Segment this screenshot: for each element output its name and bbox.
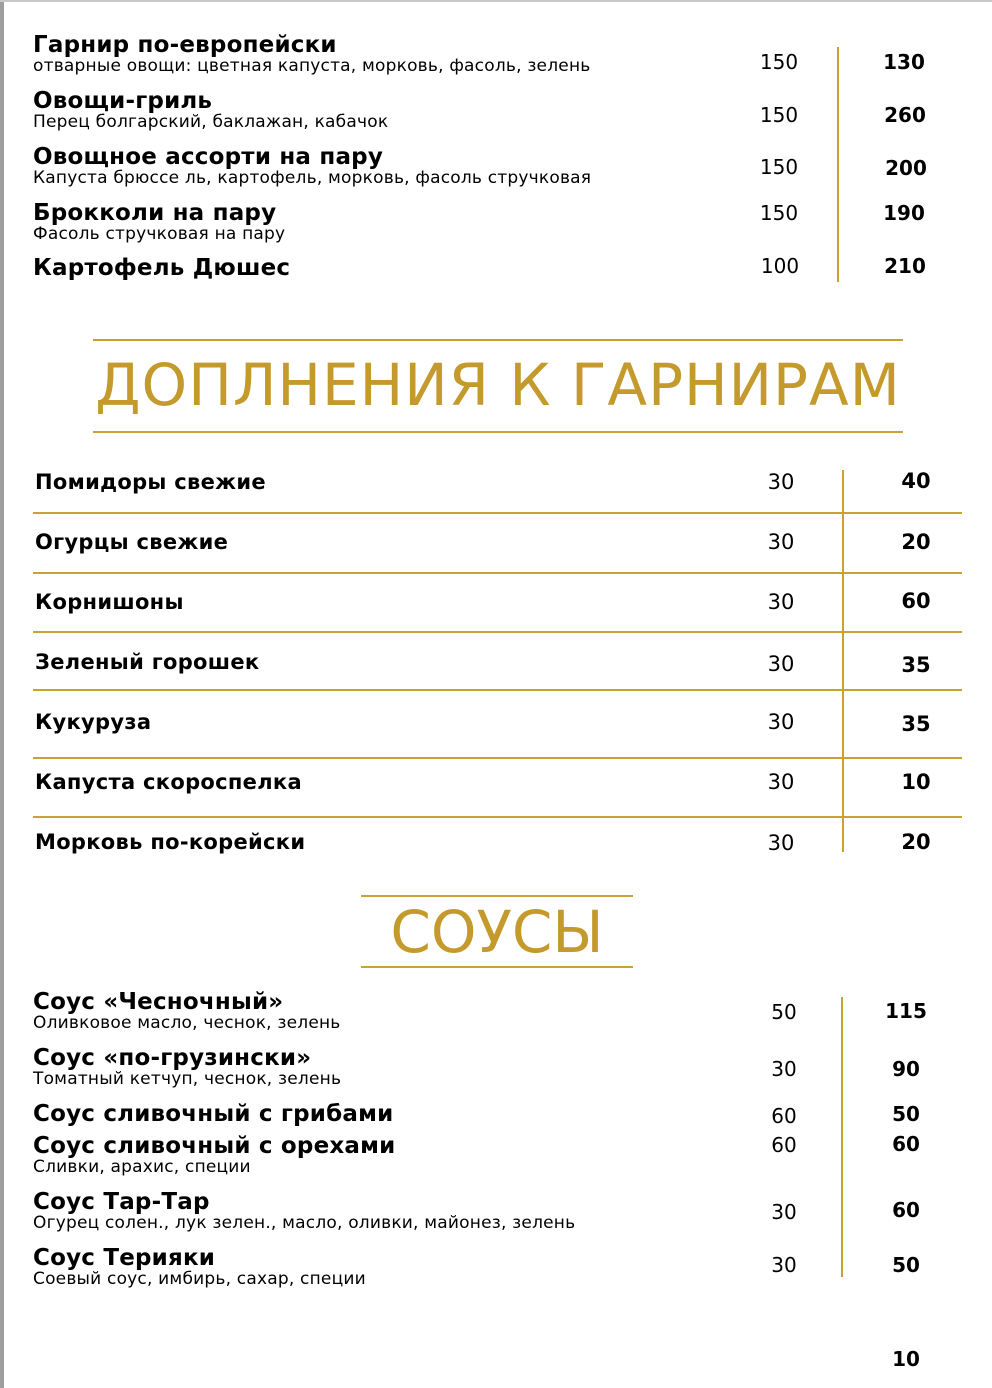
item-weight: 150 — [759, 155, 799, 179]
page-left-border — [0, 0, 4, 1388]
item-name: Брокколи на пару — [33, 200, 277, 226]
item-price: 90 — [892, 1057, 920, 1081]
addition-name: Зеленый горошек — [35, 650, 260, 674]
menu-item — [33, 1132, 395, 1177]
item-name: Соус Тар-Тар — [33, 1189, 210, 1215]
row-divider — [33, 816, 962, 818]
menu-item — [33, 199, 285, 244]
item-name: Соус сливочный с орехами — [33, 1133, 396, 1159]
addition-name: Капуста скороспелка — [35, 770, 302, 794]
addition-name: Корнишоны — [35, 590, 184, 614]
addition-price: 40 — [901, 469, 931, 493]
menu-item — [33, 254, 290, 282]
item-name: Соус «Чесночный» — [33, 989, 284, 1015]
item-price: 210 — [884, 254, 926, 278]
item-weight: 60 — [771, 1104, 797, 1128]
item-description: Сливки, арахис, специи — [33, 1157, 251, 1177]
item-description: Фасоль стручковая на пару — [33, 224, 286, 244]
item-weight: 30 — [771, 1253, 797, 1277]
addition-price: 60 — [901, 589, 931, 613]
addition-weight: 30 — [767, 590, 795, 614]
row-divider — [33, 757, 962, 759]
addition-name: Помидоры свежие — [35, 470, 266, 494]
item-description: отварные овощи: цветная капуста, морковь, фасоль, зелень — [33, 56, 591, 76]
heading-rule-top — [361, 895, 633, 897]
addition-weight: 30 — [767, 831, 795, 855]
addition-weight: 30 — [767, 530, 795, 554]
item-price: 60 — [892, 1198, 920, 1222]
item-description: Огурец солен., лук зелен., масло, оливки, майонез, зелень — [33, 1213, 576, 1233]
addition-price: 35 — [901, 712, 931, 736]
item-weight: 30 — [771, 1200, 797, 1224]
heading-rule-bottom — [93, 431, 903, 433]
item-price: 190 — [883, 201, 925, 225]
menu-item — [33, 87, 388, 132]
item-name: Гарнир по-европейски — [33, 32, 337, 58]
item-weight: 150 — [759, 201, 799, 225]
addition-weight: 30 — [767, 770, 795, 794]
heading-rule-bottom — [361, 966, 633, 968]
item-weight: 30 — [771, 1057, 797, 1081]
row-divider — [33, 512, 962, 514]
addition-name: Морковь по-корейски — [35, 830, 306, 854]
item-weight: 150 — [759, 103, 799, 127]
menu-item — [33, 988, 341, 1033]
footer-price: 10 — [892, 1347, 920, 1371]
row-divider — [33, 631, 962, 633]
item-price: 200 — [885, 156, 927, 180]
menu-item — [33, 1244, 366, 1289]
item-price: 60 — [892, 1132, 920, 1156]
item-price: 115 — [885, 999, 927, 1023]
item-weight: 150 — [759, 50, 799, 74]
item-description: Капуста брюссе ль, картофель, морковь, фасоль стручковая — [33, 168, 592, 188]
heading-rule-top — [93, 339, 903, 341]
menu-item — [33, 1044, 341, 1089]
item-weight: 60 — [771, 1133, 797, 1157]
addition-name: Огурцы свежие — [35, 530, 229, 554]
item-description: Оливковое масло, чеснок, зелень — [33, 1013, 341, 1033]
item-description: Томатный кетчуп, чеснок, зелень — [33, 1069, 342, 1089]
addition-price: 35 — [901, 653, 931, 677]
item-name: Соус Терияки — [33, 1245, 216, 1271]
item-price: 50 — [892, 1253, 920, 1277]
menu-item — [33, 1188, 575, 1233]
column-divider — [841, 997, 843, 1277]
addition-name: Кукуруза — [35, 710, 152, 734]
item-name: Соус «по-грузински» — [33, 1045, 312, 1071]
menu-item — [33, 143, 591, 188]
row-divider — [33, 689, 962, 691]
addition-weight: 30 — [767, 710, 795, 734]
item-price: 50 — [892, 1102, 920, 1126]
item-description: Перец болгарский, баклажан, кабачок — [33, 112, 389, 132]
item-description: Соевый соус, имбирь, сахар, специи — [33, 1269, 366, 1289]
item-name: Картофель Дюшес — [33, 255, 291, 281]
item-name: Овощи-гриль — [33, 88, 213, 114]
section-title-sauces: СОУСЫ — [390, 898, 604, 966]
addition-price: 20 — [901, 530, 931, 554]
addition-price: 10 — [901, 770, 931, 794]
item-price: 260 — [884, 103, 926, 127]
item-price: 130 — [883, 50, 925, 74]
column-divider — [837, 47, 839, 282]
addition-weight: 30 — [767, 470, 795, 494]
addition-weight: 30 — [767, 652, 795, 676]
menu-item — [33, 1100, 393, 1128]
column-divider — [842, 470, 844, 852]
item-weight: 50 — [771, 1000, 797, 1024]
item-name: Овощное ассорти на пару — [33, 144, 384, 170]
row-divider — [33, 572, 962, 574]
page-top-border — [0, 0, 992, 2]
item-name: Соус сливочный с грибами — [33, 1101, 394, 1127]
section-title-additions: ДОПЛНЕНИЯ К ГАРНИРАМ — [95, 351, 901, 419]
menu-item — [33, 31, 590, 76]
addition-price: 20 — [901, 830, 931, 854]
item-weight: 100 — [760, 254, 800, 278]
